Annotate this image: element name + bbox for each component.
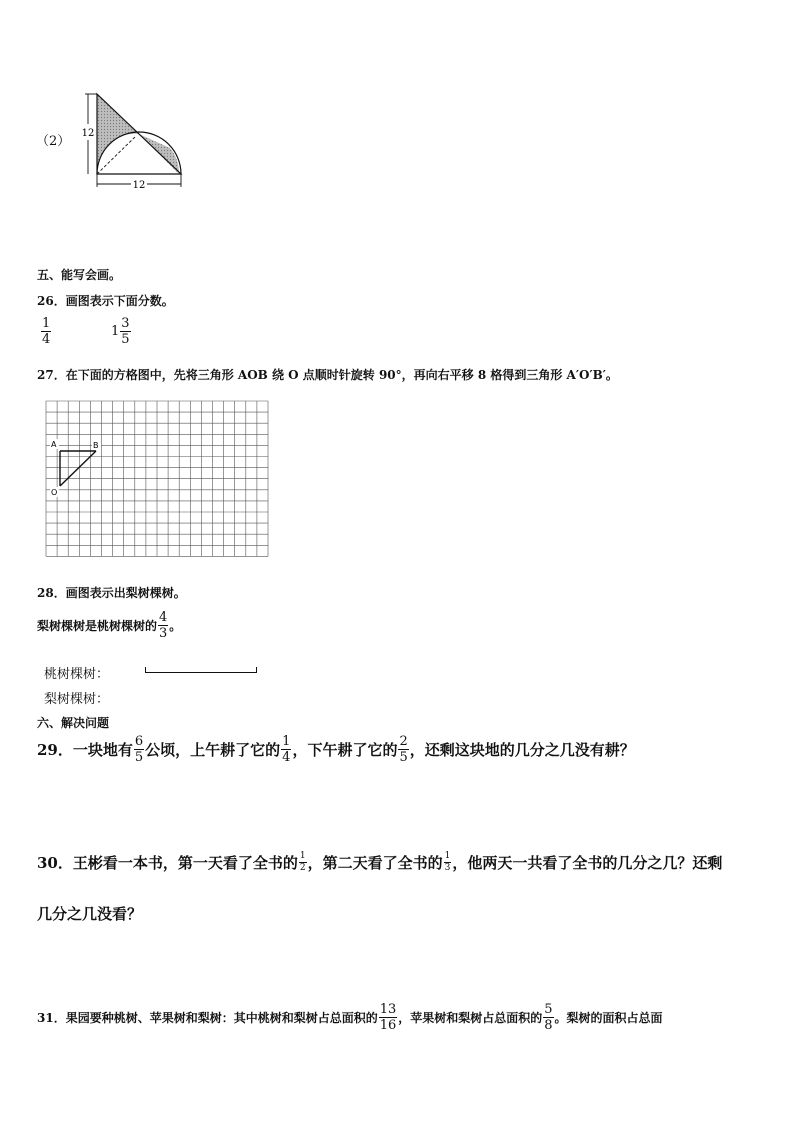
q28-line2: 梨树棵树是桃树棵树的 $\frac{4}{3}$ 。 (37, 610, 182, 641)
pear-label: 梨树棵树： (44, 692, 110, 707)
section-5-title: 五、能写会画。 (37, 268, 122, 282)
q30-line2: 几分之几没看？ (37, 905, 143, 923)
q26-text: 26．画图表示下面分数。 (37, 294, 174, 308)
peach-segment (145, 667, 257, 673)
left-dimension: 12 (82, 128, 95, 139)
point-o-label: O (51, 488, 58, 497)
peach-label: 桃树棵树： (44, 667, 110, 682)
point-b-label: B (93, 441, 99, 450)
figure-2-label: （2） (36, 134, 71, 149)
bottom-dimension: 12 (132, 180, 146, 191)
q30-text: 30．王彬看一本书，第一天看了全书的 $\frac{1}{2}$ ，第二天看了全书的 $\frac{1}{3}$ ，他两天一共看了全书的几分之几？还剩 (37, 851, 723, 873)
q27-text: 27．在下面的方格图中，先将三角形 AOB 绕 O 点顺时针旋转 90°，再向右平移 8 格得到三角形 A′O′B′。 (37, 368, 618, 382)
section-6-title: 六、解决问题 (37, 716, 110, 730)
triangle-semicircle-figure (82, 86, 194, 192)
q26-fraction-2: 1 $\frac{3}{5}$ (111, 316, 130, 347)
point-a-label: A (51, 440, 57, 449)
q31-text: 31．果园要种桃树、苹果树和梨树：其中桃树和梨树占总面积的 $\frac{13}{16}$ ，苹果树和梨树占总面积的 $\frac{5}{8}$ 。梨树的面积占总面 (37, 1002, 663, 1033)
q29-text: 29．一块地有 $\frac{6}{5}$ 公顷，上午耕了它的 $\frac{1}{4}$ ，下午耕了它的 $\frac{2}{5}$ ，还剩这块地的几分之几没有耕？ (37, 734, 635, 765)
q28-text: 28．画图表示出梨树棵树。 (37, 586, 186, 600)
q26-fraction-1: $\frac{1}{4}$ (42, 316, 51, 347)
grid-figure (44, 399, 270, 557)
